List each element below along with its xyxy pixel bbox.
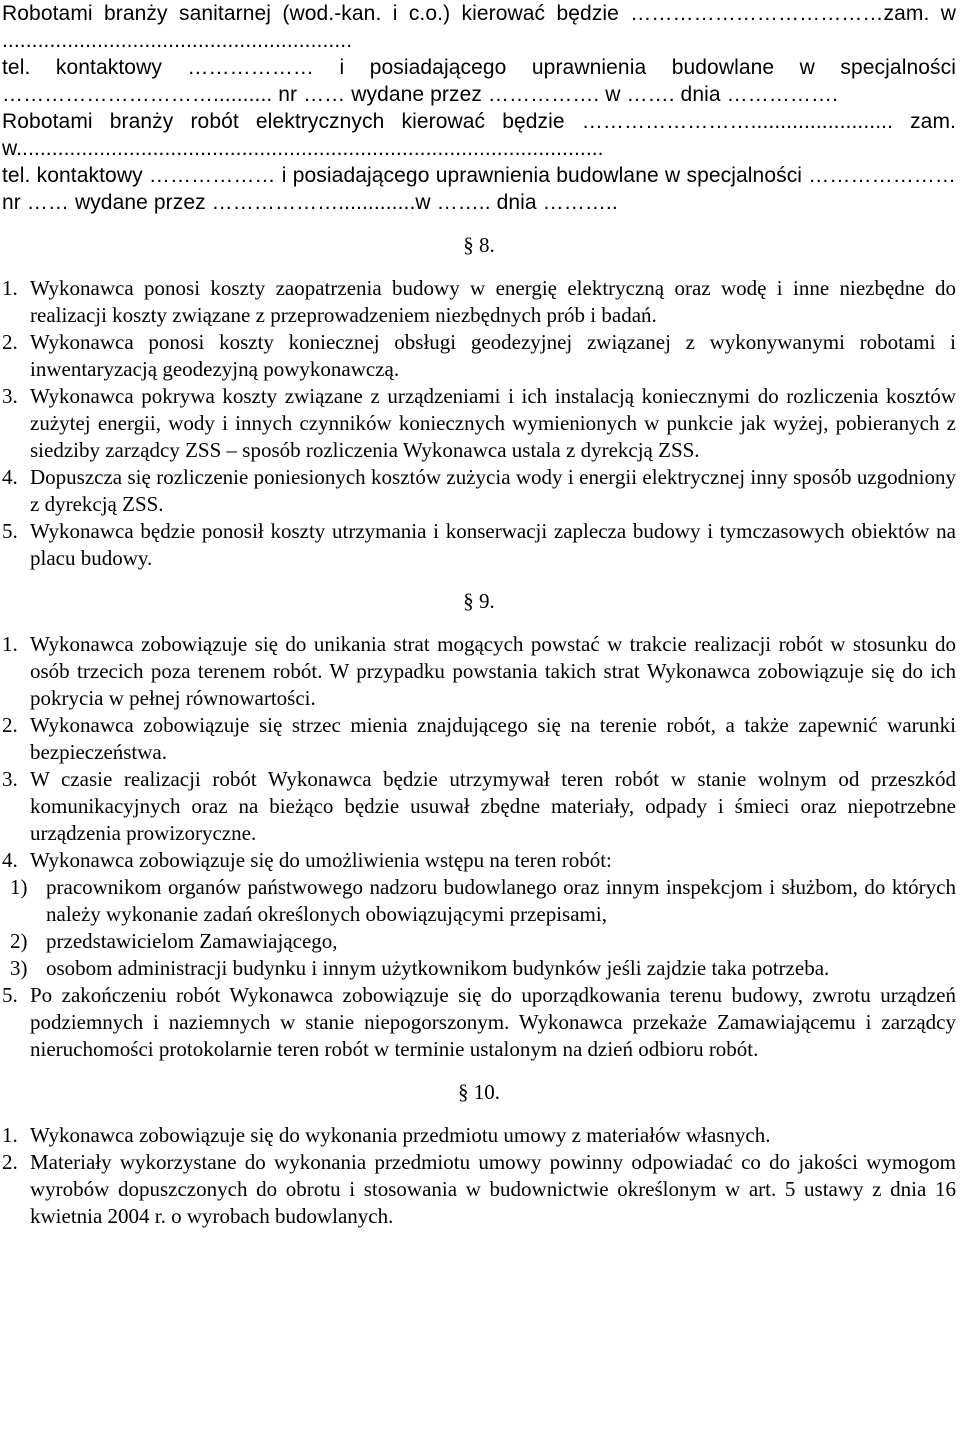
list-item: 1. Wykonawca ponosi koszty zaopatrzenia budowy w energię elektryczną oraz wodę i inne niezbędne do realizacji koszty związane z przeprowadzeniem niezbędnych prób i badań.	[2, 276, 956, 327]
list-item: 1. Wykonawca zobowiązuje się do unikania strat mogących powstać w trakcie realizacji robót w stosunku do osób trzecich poza terenem robót. W przypadku powstania takich strat Wykonawca zobowiązuje się do ich pokrycia w pełnej równowartości.	[2, 632, 956, 710]
sublist-item: 1) pracownikom organów państwowego nadzoru budowlanego oraz innym inspekcjom i służbom, do których należy wykonanie zadań określonych obowiązującymi przepisami,	[10, 875, 956, 926]
list-item: 2. Wykonawca ponosi koszty koniecznej obsługi geodezyjnej związanej z wykonywanymi robotami i inwentaryzacją geodezyjną powykonawczą.	[2, 330, 956, 381]
intro-paragraph: tel. kontaktowy ……………… i posiadającego uprawnienia budowlane w specjalności ………………… nr …… wydane przez ……………….............w …….. dnia ………..	[2, 164, 956, 214]
list-item: 5. Wykonawca będzie ponosił koszty utrzymania i konserwacji zaplecza budowy i tymczasowych obiektów na placu budowy.	[2, 519, 956, 570]
list-item: 4. Wykonawca zobowiązuje się do umożliwienia wstępu na teren robót: 1) pracownikom organów państwowego nadzoru budowlanego oraz innym inspekcjom i służbom, do których należy wykonanie zadań określonych obowiązującymi przepisami, 2) przedstawicielom Zamawiającego, 3) osobom administracji budynku i innym użytkownikom budynków jeśli zajdzie taka potrzeba.	[2, 848, 956, 980]
list-item: 2. Materiały wykorzystane do wykonania przedmiotu umowy powinny odpowiadać co do jakości wymogom wyrobów dopuszczonych do obrotu i stosowania w budownictwie określonym w art. 5 ustawy z dnia 16 kwietnia 2004 r. o wyrobach budowlanych.	[2, 1150, 956, 1228]
intro-block	[2, 0, 956, 216]
list-item: 5. Po zakończeniu robót Wykonawca zobowiązuje się do uporządkowania terenu budowy, zwrotu urządzeń podziemnych i naziemnych w stanie niepogorszonym. Wykonawca przekaże Zamawiającemu i zarządcy nieruchomości protokolarnie teren robót w terminie ustalonym na dzień odbioru robót.	[2, 983, 956, 1061]
list-item: 1. Wykonawca zobowiązuje się do wykonania przedmiotu umowy z materiałów własnych.	[2, 1123, 771, 1147]
section-heading-8: § 8.	[463, 233, 495, 257]
intro-paragraph: tel. kontaktowy ……………… i posiadającego uprawnienia budowlane w specjalności ………………………….......... nr …… wydane przez ……………. w ……. dnia …………….	[2, 56, 956, 106]
intro-paragraph: Robotami branży sanitarnej (wod.-kan. i c.o.) kierować będzie ………………………………zam. w ...........................................................	[2, 2, 956, 52]
sublist-item: 3) osobom administracji budynku i innym użytkownikom budynków jeśli zajdzie taka potrzeba.	[10, 956, 830, 980]
section-9-list	[2, 631, 956, 1063]
list-item: 2. Wykonawca zobowiązuje się strzec mienia znajdującego się na terenie robót, a także zapewnić warunki bezpieczeństwa.	[2, 713, 956, 764]
list-item: 3. Wykonawca pokrywa koszty związane z urządzeniami i ich instalacją koniecznymi do rozliczenia kosztów zużytej energii, wody i innych czynników koniecznych wymienionych w punkcie jak wyżej, pobieranych z siedziby zarządcy ZSS – sposób rozliczenia Wykonawca ustala z dyrekcją ZSS.	[2, 384, 956, 462]
intro-paragraph: Robotami branży robót elektrycznych kierować będzie ……………………........................ zam. w...................................................................................................	[2, 110, 956, 160]
section-10-list	[2, 1122, 956, 1230]
section-heading-9: § 9.	[463, 589, 495, 613]
list-item: 4. Dopuszcza się rozliczenie poniesionych kosztów zużycia wody i energii elektrycznej inny sposób uzgodniony z dyrekcją ZSS.	[2, 465, 956, 516]
list-item: 3. W czasie realizacji robót Wykonawca będzie utrzymywał teren robót w stanie wolnym od przeszkód komunikacyjnych oraz na bieżąco będzie usuwał zbędne materiały, odpady i śmieci oraz niepotrzebne urządzenia prowizoryczne.	[2, 767, 956, 845]
section-heading-10: § 10.	[458, 1080, 500, 1104]
sublist-item: 2) przedstawicielom Zamawiającego,	[10, 929, 338, 953]
section-8-list	[2, 275, 956, 572]
access-sublist	[2, 874, 956, 982]
